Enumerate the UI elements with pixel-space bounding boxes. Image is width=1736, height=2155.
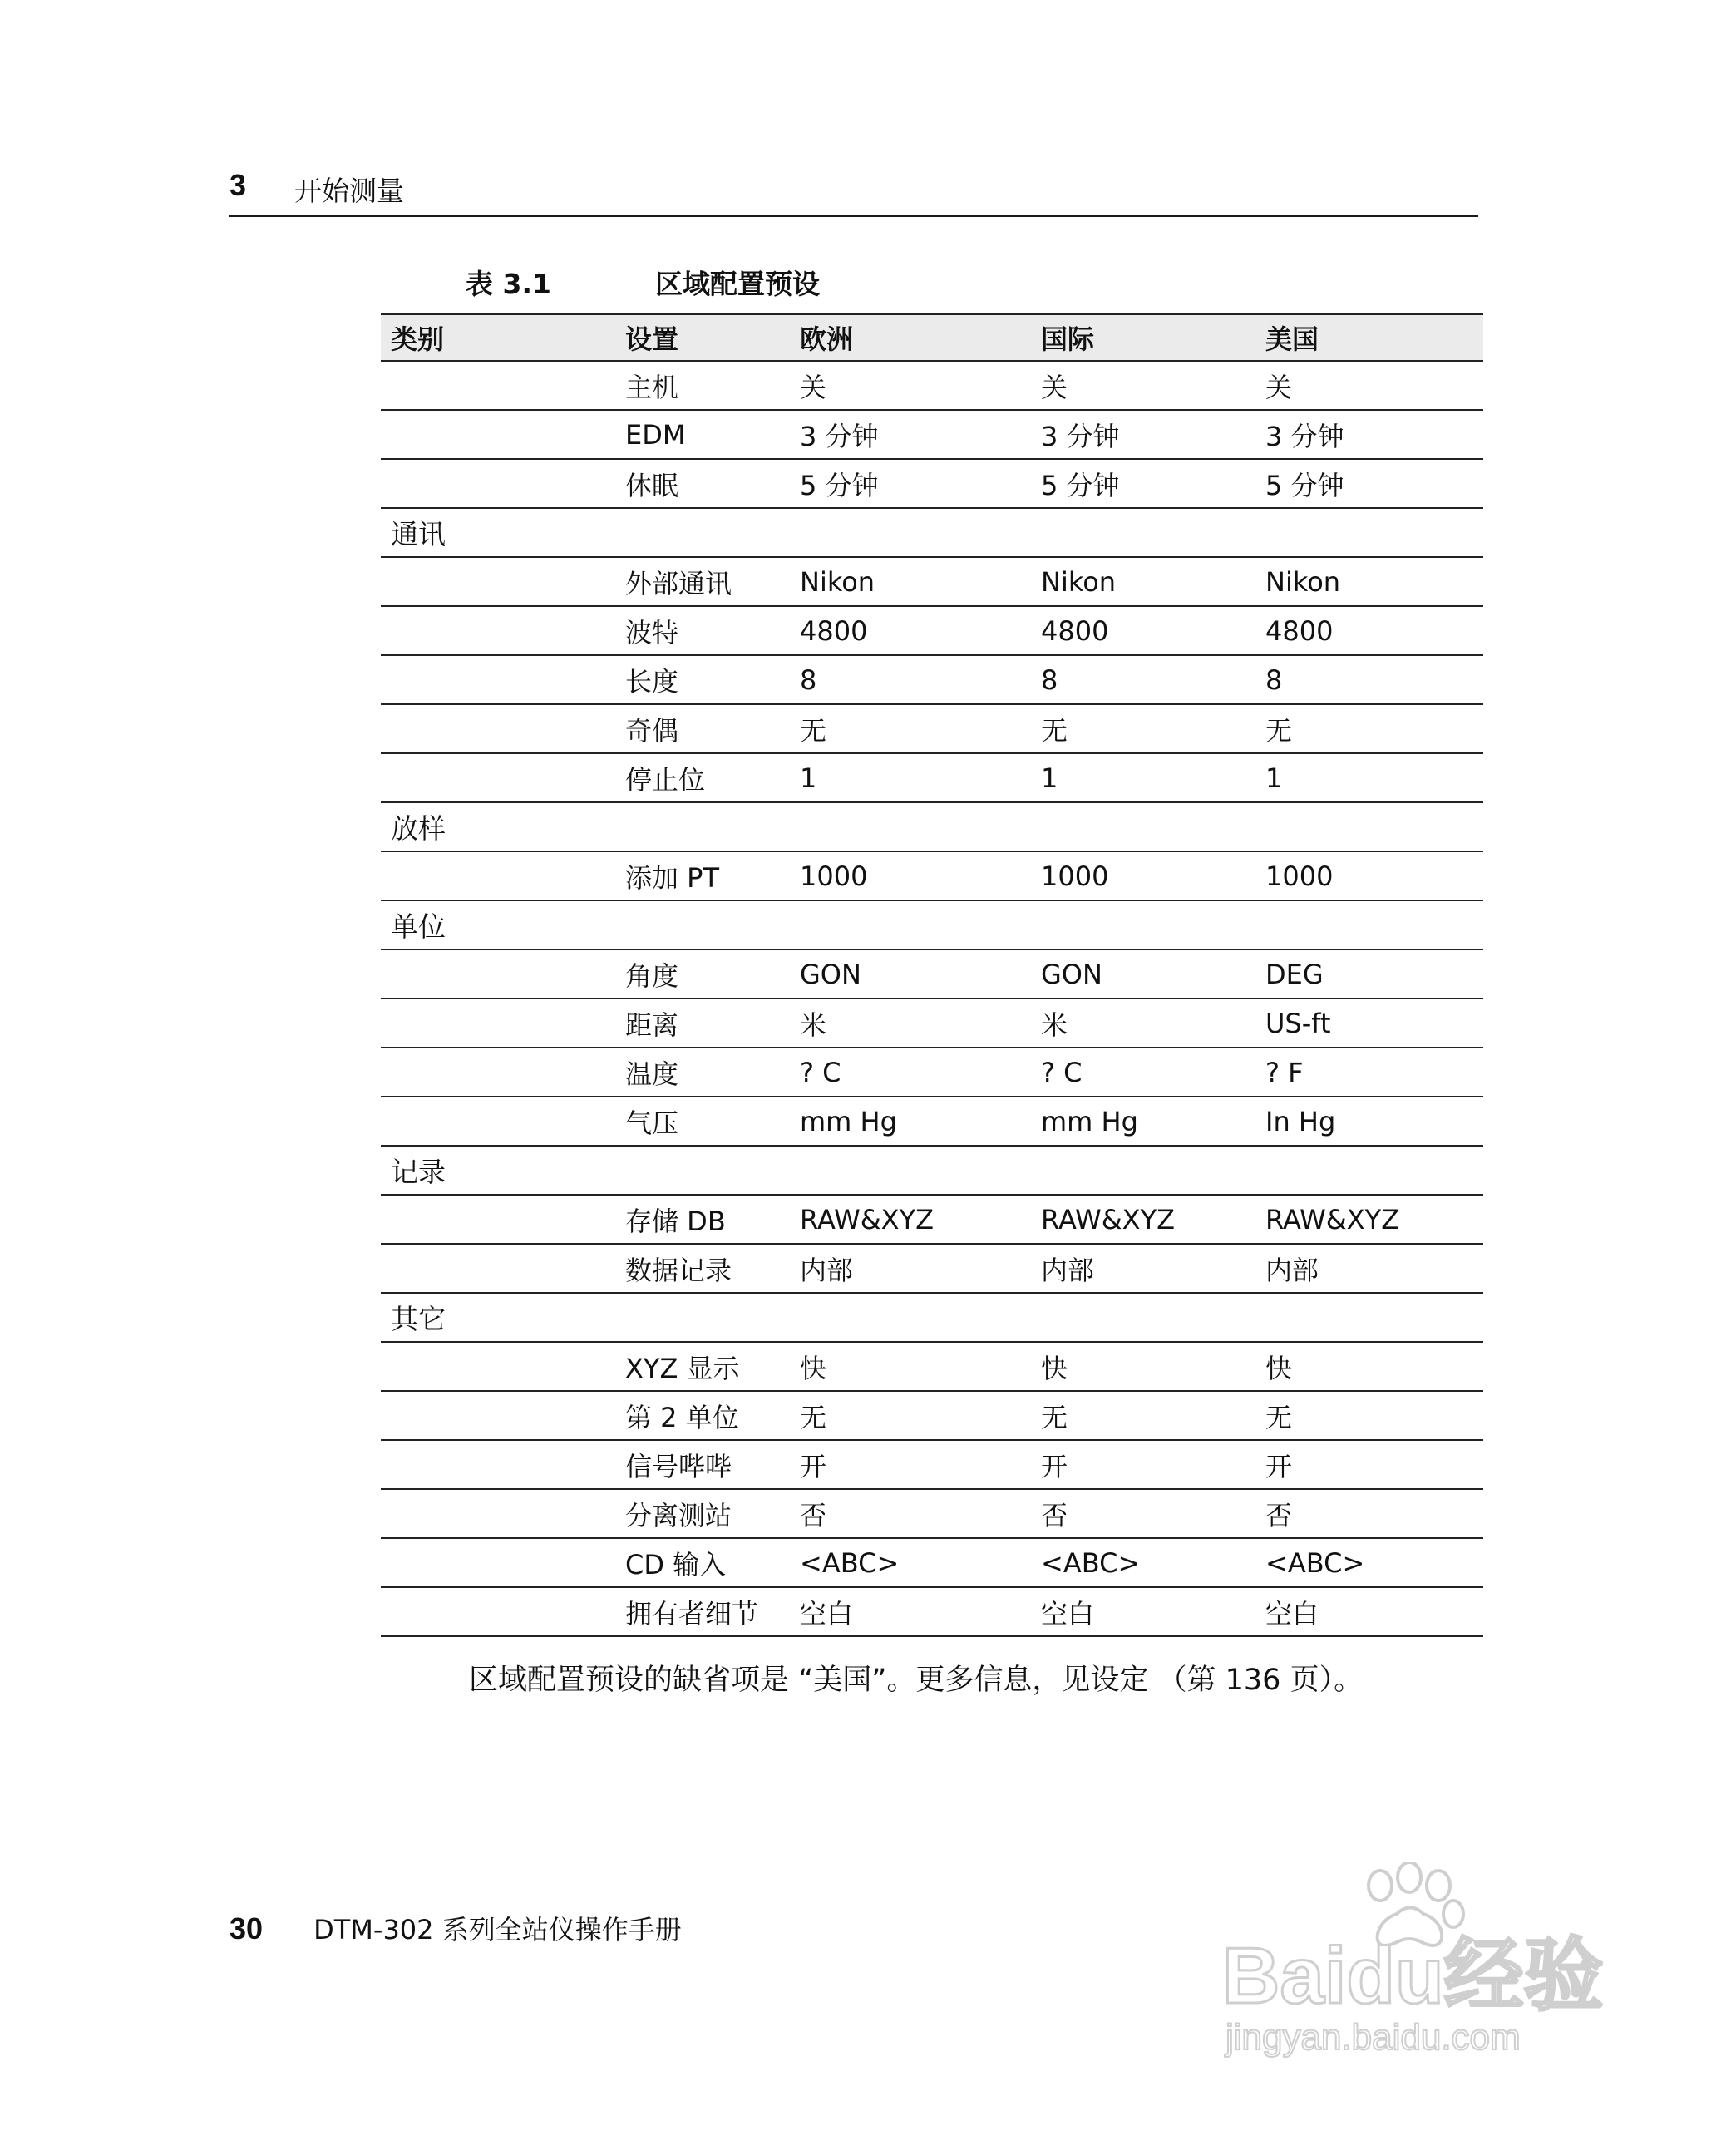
cell-category [381, 361, 615, 410]
table-row [381, 704, 1483, 753]
table-row [381, 1048, 1483, 1097]
cell-category [381, 1489, 615, 1538]
cell-usa [1255, 1146, 1483, 1195]
cell-europe [790, 900, 1031, 949]
cell-international: RAW&XYZ [1031, 1195, 1255, 1244]
table-row [381, 361, 1483, 410]
cell-usa: 空白 [1255, 1587, 1483, 1636]
cell-europe: 3 分钟 [790, 410, 1031, 459]
cell-international: 空白 [1031, 1587, 1255, 1636]
table-row [381, 606, 1483, 655]
cell-category [381, 1097, 615, 1146]
cell-international: mm Hg [1031, 1097, 1255, 1146]
cell-usa: In Hg [1255, 1097, 1483, 1146]
cell-usa: 无 [1255, 1391, 1483, 1440]
chapter-title: 开始测量 [294, 175, 404, 207]
cell-setting: 存储 DB [615, 1195, 790, 1244]
cell-category [381, 459, 615, 508]
cell-europe [790, 1293, 1031, 1342]
cell-category [381, 1244, 615, 1293]
cell-setting: 长度 [615, 655, 790, 704]
cell-europe: 无 [790, 1391, 1031, 1440]
table-caption [466, 263, 820, 302]
cell-europe: 1 [790, 753, 1031, 802]
cell-category: 放样 [381, 802, 615, 851]
cell-international: 5 分钟 [1031, 459, 1255, 508]
table-row [381, 1097, 1483, 1146]
cell-setting [615, 1293, 790, 1342]
cell-setting: XYZ 显示 [615, 1342, 790, 1391]
cell-usa: 3 分钟 [1255, 410, 1483, 459]
watermark-brand: Baidu经验 [1222, 1931, 1604, 2020]
cell-usa: 关 [1255, 361, 1483, 410]
cell-category [381, 851, 615, 900]
cell-category [381, 1391, 615, 1440]
table-row [381, 1587, 1483, 1636]
table-row [381, 851, 1483, 900]
cell-international: 关 [1031, 361, 1255, 410]
cell-usa: 5 分钟 [1255, 459, 1483, 508]
table-row [381, 802, 1483, 851]
watermark-url: jingyan.baidu.com [1226, 2017, 1521, 2058]
cell-europe: RAW&XYZ [790, 1195, 1031, 1244]
cell-europe: <ABC> [790, 1538, 1031, 1587]
cell-europe: 空白 [790, 1587, 1031, 1636]
cell-usa: 内部 [1255, 1244, 1483, 1293]
table-row [381, 1195, 1483, 1244]
cell-setting: 角度 [615, 949, 790, 999]
column-header-international: 国际 [1031, 314, 1255, 361]
cell-europe: 快 [790, 1342, 1031, 1391]
cell-setting: 第 2 单位 [615, 1391, 790, 1440]
page-footer [229, 1909, 682, 1947]
cell-setting: 波特 [615, 606, 790, 655]
cell-international: ? C [1031, 1048, 1255, 1097]
cell-usa: US-ft [1255, 999, 1483, 1048]
cell-international: 无 [1031, 704, 1255, 753]
cell-category: 记录 [381, 1146, 615, 1195]
cell-international: 否 [1031, 1489, 1255, 1538]
cell-setting [615, 508, 790, 557]
defaults-note: 区域配置预设的缺省项是 “美国”。更多信息，见设定 （第 136 页）。 [469, 1664, 1364, 1697]
cell-setting: 休眠 [615, 459, 790, 508]
table-row [381, 508, 1483, 557]
chapter-number: 3 [229, 168, 247, 202]
cell-international: 1 [1031, 753, 1255, 802]
cell-category [381, 557, 615, 606]
table-body [381, 361, 1483, 1636]
table-row [381, 1391, 1483, 1440]
table-row [381, 557, 1483, 606]
table-row [381, 410, 1483, 459]
cell-europe: 关 [790, 361, 1031, 410]
cell-europe: 1000 [790, 851, 1031, 900]
cell-international: GON [1031, 949, 1255, 999]
cell-europe: 无 [790, 704, 1031, 753]
book-title: DTM-302 系列全站仪操作手册 [313, 1914, 682, 1945]
cell-category [381, 606, 615, 655]
cell-setting [615, 1146, 790, 1195]
cell-setting: 分离测站 [615, 1489, 790, 1538]
cell-usa [1255, 900, 1483, 949]
cell-category [381, 1538, 615, 1587]
table-row [381, 1342, 1483, 1391]
cell-international [1031, 1146, 1255, 1195]
cell-europe: 5 分钟 [790, 459, 1031, 508]
cell-setting: 奇偶 [615, 704, 790, 753]
cell-usa [1255, 1293, 1483, 1342]
cell-international: 内部 [1031, 1244, 1255, 1293]
table-row [381, 999, 1483, 1048]
cell-usa [1255, 802, 1483, 851]
chapter-header [229, 166, 1478, 217]
cell-europe: Nikon [790, 557, 1031, 606]
table-row [381, 900, 1483, 949]
regional-presets-table [381, 313, 1483, 1637]
cell-usa: 8 [1255, 655, 1483, 704]
table-row [381, 1244, 1483, 1293]
cell-usa: 否 [1255, 1489, 1483, 1538]
page-number: 30 [229, 1911, 264, 1945]
cell-usa: <ABC> [1255, 1538, 1483, 1587]
table-row [381, 1489, 1483, 1538]
cell-usa: 无 [1255, 704, 1483, 753]
cell-international: Nikon [1031, 557, 1255, 606]
cell-usa: 快 [1255, 1342, 1483, 1391]
cell-europe: 米 [790, 999, 1031, 1048]
cell-europe [790, 802, 1031, 851]
cell-international: 1000 [1031, 851, 1255, 900]
cell-usa: 1 [1255, 753, 1483, 802]
cell-category [381, 1587, 615, 1636]
cell-international [1031, 1293, 1255, 1342]
cell-setting: CD 输入 [615, 1538, 790, 1587]
cell-europe: mm Hg [790, 1097, 1031, 1146]
cell-category [381, 949, 615, 999]
table-row [381, 1293, 1483, 1342]
cell-category: 单位 [381, 900, 615, 949]
cell-setting: 气压 [615, 1097, 790, 1146]
cell-usa [1255, 508, 1483, 557]
cell-category: 其它 [381, 1293, 615, 1342]
cell-europe: ? C [790, 1048, 1031, 1097]
cell-international [1031, 508, 1255, 557]
column-header-usa: 美国 [1255, 314, 1483, 361]
cell-international: 8 [1031, 655, 1255, 704]
cell-international: 3 分钟 [1031, 410, 1255, 459]
baidu-watermark [1214, 1862, 1630, 2062]
cell-international: <ABC> [1031, 1538, 1255, 1587]
cell-international: 4800 [1031, 606, 1255, 655]
table-row [381, 1146, 1483, 1195]
cell-setting: 停止位 [615, 753, 790, 802]
table-row [381, 753, 1483, 802]
cell-category [381, 753, 615, 802]
cell-category [381, 1342, 615, 1391]
cell-usa: ? F [1255, 1048, 1483, 1097]
cell-usa: 1000 [1255, 851, 1483, 900]
cell-setting [615, 802, 790, 851]
cell-international: 开 [1031, 1440, 1255, 1489]
cell-category [381, 1195, 615, 1244]
cell-setting: 外部通讯 [615, 557, 790, 606]
table-row [381, 1440, 1483, 1489]
cell-category [381, 704, 615, 753]
cell-international [1031, 802, 1255, 851]
table-row [381, 1538, 1483, 1587]
cell-international: 无 [1031, 1391, 1255, 1440]
cell-usa: 4800 [1255, 606, 1483, 655]
table-header-row [381, 314, 1483, 361]
cell-international [1031, 900, 1255, 949]
cell-category [381, 1440, 615, 1489]
cell-europe: GON [790, 949, 1031, 999]
cell-europe: 8 [790, 655, 1031, 704]
cell-europe [790, 1146, 1031, 1195]
table-row [381, 949, 1483, 999]
cell-europe: 4800 [790, 606, 1031, 655]
column-header-category: 类别 [381, 314, 615, 361]
cell-setting: 距离 [615, 999, 790, 1048]
cell-usa: DEG [1255, 949, 1483, 999]
cell-international: 米 [1031, 999, 1255, 1048]
cell-category [381, 1048, 615, 1097]
column-header-setting: 设置 [615, 314, 790, 361]
cell-setting: 添加 PT [615, 851, 790, 900]
cell-setting: 温度 [615, 1048, 790, 1097]
cell-usa: Nikon [1255, 557, 1483, 606]
cell-europe: 否 [790, 1489, 1031, 1538]
cell-category [381, 410, 615, 459]
cell-europe: 内部 [790, 1244, 1031, 1293]
table-row [381, 655, 1483, 704]
cell-international: 快 [1031, 1342, 1255, 1391]
cell-category [381, 655, 615, 704]
table-caption-title: 区域配置预设 [655, 268, 820, 300]
cell-setting: 数据记录 [615, 1244, 790, 1293]
column-header-europe: 欧洲 [790, 314, 1031, 361]
cell-setting [615, 900, 790, 949]
cell-setting: 信号哔哔 [615, 1440, 790, 1489]
cell-category: 通讯 [381, 508, 615, 557]
cell-setting: 主机 [615, 361, 790, 410]
cell-category [381, 999, 615, 1048]
table-row [381, 459, 1483, 508]
cell-europe [790, 508, 1031, 557]
cell-setting: EDM [615, 410, 790, 459]
cell-setting: 拥有者细节 [615, 1587, 790, 1636]
cell-usa: 开 [1255, 1440, 1483, 1489]
table-caption-label: 表 3.1 [466, 268, 551, 300]
cell-europe: 开 [790, 1440, 1031, 1489]
cell-usa: RAW&XYZ [1255, 1195, 1483, 1244]
